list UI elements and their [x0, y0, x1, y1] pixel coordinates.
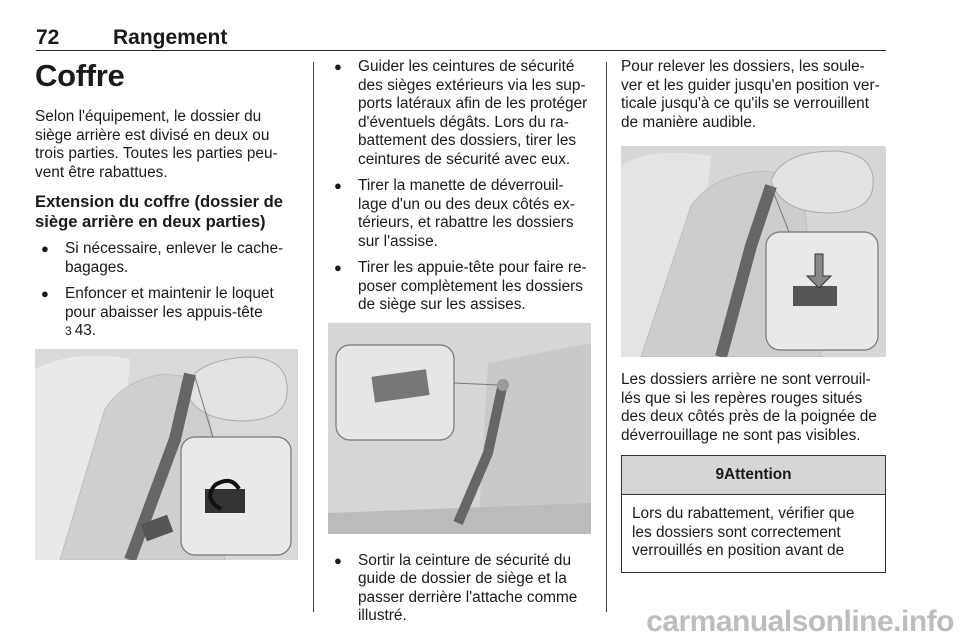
bullet-icon: ●: [41, 286, 49, 301]
warning-box: [621, 455, 886, 573]
headrest-release-illustration: [35, 349, 298, 560]
list-item: ● Guider les ceintures de sécurité des sièges extérieurs via les sup- ports latéraux afin de les protéger d'éventuels dégâts. Lors du ra- battement des dossiers, tirer les ceintures de sécurité avec eux.: [334, 58, 588, 168]
column-divider: [606, 62, 607, 612]
bullet-icon: ●: [334, 260, 342, 275]
section-title: Coffre: [35, 58, 125, 93]
warning-text: Lors du rabattement, vérifier que les dossiers sont correctement verrouillés en position avant de: [632, 505, 855, 559]
bullet-icon: ●: [334, 552, 342, 568]
paragraph: Les dossiers arrière ne sont verrouil- lés que si les repères rouges situés des deux côtés près de la poignée de déverrouillage ne sont pas visibles.: [621, 371, 877, 444]
column-right: [621, 58, 886, 573]
column-divider: [313, 62, 314, 612]
list-item: ● Tirer les appuie-tête pour faire re- poser complètement les dossiers de siège sur les assises.: [334, 259, 587, 313]
warning-title: Attention: [724, 466, 792, 483]
page-header: [36, 24, 886, 51]
warning-icon: 9: [715, 466, 725, 483]
page-reference-icon[interactable]: 3: [65, 324, 72, 338]
subheading: Extension du coffre (dossier de siège arrière en deux parties): [35, 192, 284, 231]
list-item: ● Sortir la ceinture de sécurité du guide de dossier de siège et la passer derrière l'attache comme illustré.: [334, 551, 578, 624]
bullet-list: [328, 58, 591, 315]
watermark[interactable]: carmanualsonline.info: [646, 605, 954, 638]
running-title: Rangement: [113, 26, 228, 49]
bullet-list: [35, 240, 300, 341]
seatback-latch-illustration: [621, 146, 886, 357]
bullet-icon: ●: [334, 59, 342, 74]
bullet-icon: ●: [334, 178, 342, 193]
list-item: ● Enfoncer et maintenir le loquet pour abaisser les appuis-tête 3 43.: [41, 285, 274, 339]
page-reference-link[interactable]: 43.: [74, 322, 97, 339]
bullet-icon: ●: [41, 241, 49, 256]
page-number: 72: [36, 26, 60, 49]
warning-header: [622, 456, 885, 495]
list-item: ● Tirer la manette de déverrouil- lage d'un ou des deux côtés ex- térieurs, et rabattre les dossiers sur l'assise.: [334, 177, 575, 250]
seatbelt-guide-illustration: [328, 323, 591, 534]
bullet-list: [328, 552, 591, 626]
column-left: [35, 58, 300, 560]
column-middle: [328, 58, 591, 634]
list-item: ● Si nécessaire, enlever le cache- bagages.: [41, 240, 284, 276]
paragraph: Pour relever les dossiers, les soule- ver et les guider jusqu'en position ver- ticale jusqu'à ce qu'ils se verrouillent de manière audible.: [621, 58, 880, 131]
intro-paragraph: Selon l'équipement, le dossier du siège arrière est divisé en deux ou trois parties. Toutes les parties peu- vent être rabattues.: [35, 108, 278, 181]
